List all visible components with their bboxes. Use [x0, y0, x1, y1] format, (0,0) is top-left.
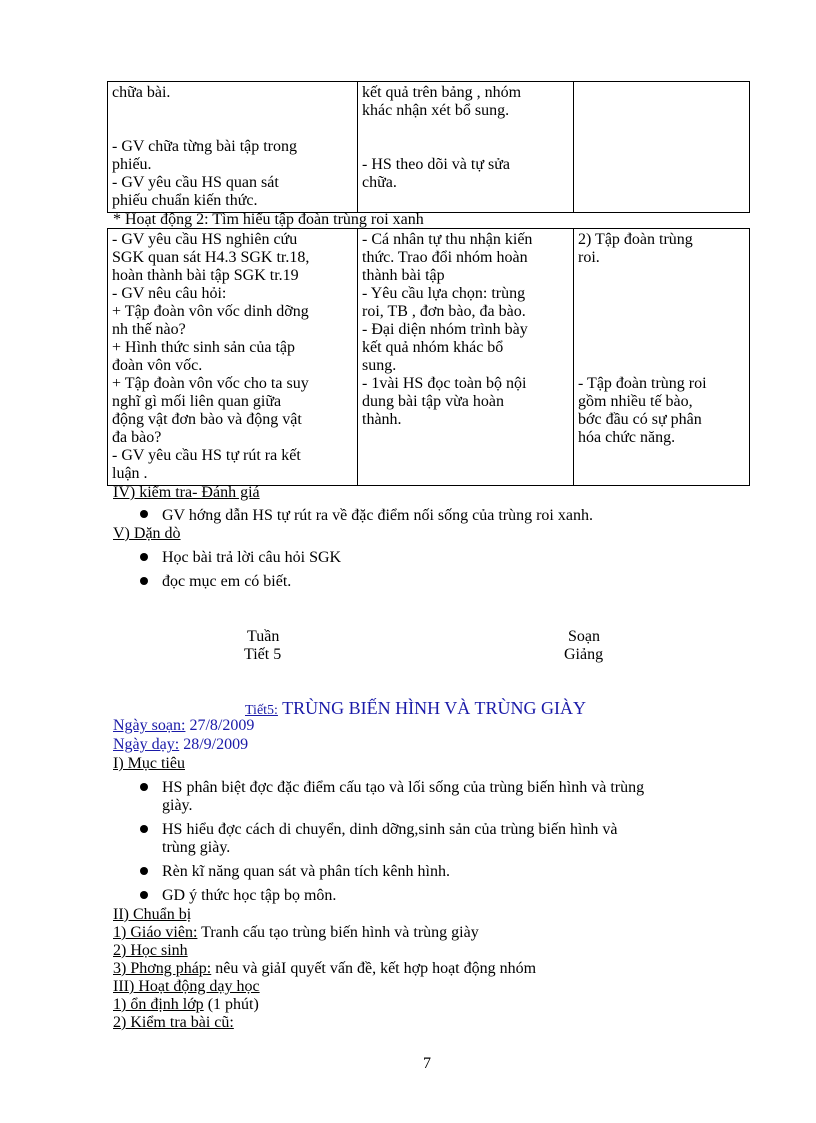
table1-cell-content	[574, 82, 750, 213]
section-3-heading: III) Hoạt động dạy học	[113, 978, 260, 995]
table2-teacher-line: - GV yêu cầu HS tự rút ra kết	[112, 447, 301, 464]
bullet-icon	[140, 510, 148, 518]
section-4-bullet: GV hớng dẫn HS tự rút ra về đặc điểm nối sống của trùng roi xanh.	[162, 507, 593, 524]
table1-teacher-line	[112, 120, 353, 138]
table2-student-line: kết quả nhóm khác bổ	[362, 339, 504, 356]
table1-cell-teacher	[108, 82, 358, 213]
table1-student-line: - HS theo dõi và tự sửa	[362, 156, 510, 173]
table2-teacher-line: nghĩ gì mối liên quan giữa	[112, 393, 282, 410]
schedule-teach: Giảng	[564, 646, 604, 663]
table1-teacher-line: phiếu.	[112, 156, 152, 173]
table1-teacher-line	[112, 102, 353, 120]
table1-student-line: khác nhận xét bổ sung.	[362, 102, 510, 119]
section-2-heading: II) Chuẩn bị	[113, 906, 192, 923]
table-activity-1-continuation	[107, 81, 750, 213]
bullet-icon	[140, 867, 148, 875]
activity-item-1-text: (1 phút)	[203, 996, 259, 1013]
table2-cell-teacher	[108, 229, 358, 486]
section-4-heading: IV) kiểm tra- Đánh giá	[113, 484, 260, 501]
table2-student-line: thành bài tập	[362, 267, 445, 284]
table1-teacher-line: - GV chữa từng bài tập trong	[112, 138, 298, 155]
table2-teacher-line: - GV yêu cầu HS nghiên cứu	[112, 231, 298, 248]
prep-method-label: 3) Phơng pháp:	[113, 960, 212, 977]
lesson-title	[245, 699, 586, 720]
table1-student-line	[362, 138, 569, 156]
objective-2-line-2: trùng giày.	[162, 839, 231, 856]
table2-teacher-line: - GV nêu câu hỏi:	[112, 285, 227, 302]
bullet-icon	[140, 891, 148, 899]
date-taught	[113, 736, 248, 754]
lesson-name: TRÙNG BIẾN HÌNH VÀ TRÙNG GIÀY	[277, 698, 586, 718]
table2-student-line: roi, TB , đơn bào, đa bào.	[362, 303, 526, 320]
table2-student-line: - Cá nhân tự thu nhận kiến	[362, 231, 533, 248]
section-5-bullet-2: đọc mục em có biết.	[162, 573, 292, 590]
date-prepared	[113, 717, 254, 735]
objective-1-line-2: giày.	[162, 797, 193, 814]
table2-teacher-line: động vật đơn bào và động vật	[112, 411, 302, 428]
table2-content-line: gồm nhiều tế bào,	[578, 393, 693, 410]
table2-student-line: dung bài tập vừa hoàn	[362, 393, 504, 410]
bullet-icon	[140, 577, 148, 585]
activity-item-1-label: 1) ổn định lớp	[113, 996, 204, 1013]
date-taught-value: 28/9/2009	[179, 736, 249, 753]
table2-student-line: thành.	[362, 411, 402, 428]
table2-teacher-line: luận .	[112, 465, 148, 482]
schedule-period: Tiết 5	[244, 646, 282, 663]
table2-content-line: - Tập đoàn trùng roi	[578, 375, 707, 392]
table2-student-line: - Yêu cầu lựa chọn: trùng	[362, 285, 526, 302]
activity-item-2: 2) Kiểm tra bài cũ:	[113, 1014, 234, 1031]
table2-teacher-line: nh thế nào?	[112, 321, 186, 338]
activity-2-heading: * Hoạt động 2: Tìm hiểu tập đoàn trùng roi xanh	[113, 211, 424, 228]
section-1-heading: I) Mục tiêu	[113, 755, 185, 772]
table2-teacher-line: + Tập đoàn vôn vốc dinh dỡng	[112, 303, 309, 320]
objective-2-line-1: HS hiểu đợc cách di chuyển, dinh dỡng,sinh sản của trùng biến hình và	[162, 821, 618, 838]
prep-teacher-text: Tranh cấu tạo trùng biến hình và trùng giày	[197, 924, 479, 941]
table1-student-line	[362, 120, 569, 138]
schedule-week: Tuần	[247, 628, 280, 645]
prep-teacher-label: 1) Giáo viên:	[113, 924, 198, 941]
table2-content-line: bớc đầu có sự phân	[578, 411, 702, 428]
schedule-prep: Soạn	[568, 628, 600, 645]
bullet-icon	[140, 553, 148, 561]
table1-student-line: chữa.	[362, 174, 397, 191]
objective-1-line-1: HS phân biệt đợc đặc điểm cấu tạo và lối sống của trùng biến hình và trùng	[162, 779, 645, 796]
prep-method	[113, 960, 536, 978]
table2-student-line: - 1vài HS đọc toàn bộ nội	[362, 375, 527, 392]
table2-content-line: 2) Tập đoàn trùng	[578, 231, 693, 248]
activity-item-1	[113, 996, 259, 1014]
table1-teacher-line: chữa bài.	[112, 84, 171, 101]
table2-teacher-line: đa bào?	[112, 429, 162, 446]
table1-cell-student	[358, 82, 574, 213]
lesson-label: Tiết5:	[245, 703, 278, 718]
prep-student-label: 2) Học sinh	[113, 942, 188, 959]
objective-4: GD ý thức học tập bọ môn.	[162, 887, 337, 904]
table2-cell-content	[574, 229, 750, 486]
table2-cell-student	[358, 229, 574, 486]
table2-student-line: sung.	[362, 357, 397, 374]
date-taught-label: Ngày dạy:	[113, 736, 180, 753]
objective-3: Rèn kĩ năng quan sát và phân tích kênh hình.	[162, 863, 450, 880]
table1-student-line: kết quả trên bảng , nhóm	[362, 84, 522, 101]
page-number: 7	[423, 1055, 431, 1072]
table2-teacher-line: đoàn vôn vốc.	[112, 357, 203, 374]
prep-teacher	[113, 924, 479, 942]
bullet-icon	[140, 783, 148, 791]
table2-teacher-line: hoàn thành bài tập SGK tr.19	[112, 267, 299, 284]
table2-content-line: roi.	[578, 249, 600, 266]
table2-student-line: thức. Trao đổi nhóm hoàn	[362, 249, 528, 266]
table2-student-line: - Đại diện nhóm trình bày	[362, 321, 528, 338]
section-5-bullet-1: Học bài trả lời câu hỏi SGK	[162, 549, 342, 566]
table2-content-line: hóa chức năng.	[578, 429, 676, 446]
table2-teacher-line: SGK quan sát H4.3 SGK tr.18,	[112, 249, 310, 266]
prep-method-text: nêu và giảI quyết vấn đề, kết hợp hoạt động nhóm	[211, 960, 537, 977]
table1-teacher-line: - GV yêu cầu HS quan sát	[112, 174, 279, 191]
date-prepared-value: 27/8/2009	[185, 717, 255, 734]
section-5-heading: V) Dặn dò	[113, 525, 181, 542]
bullet-icon	[140, 825, 148, 833]
table2-teacher-line: + Hình thức sinh sản của tập	[112, 339, 295, 356]
table1-teacher-line: phiếu chuẩn kiến thức.	[112, 192, 258, 209]
table-activity-2	[107, 228, 750, 486]
table2-teacher-line: + Tập đoàn vôn vốc cho ta suy	[112, 375, 309, 392]
date-prepared-label: Ngày soạn:	[113, 717, 186, 734]
